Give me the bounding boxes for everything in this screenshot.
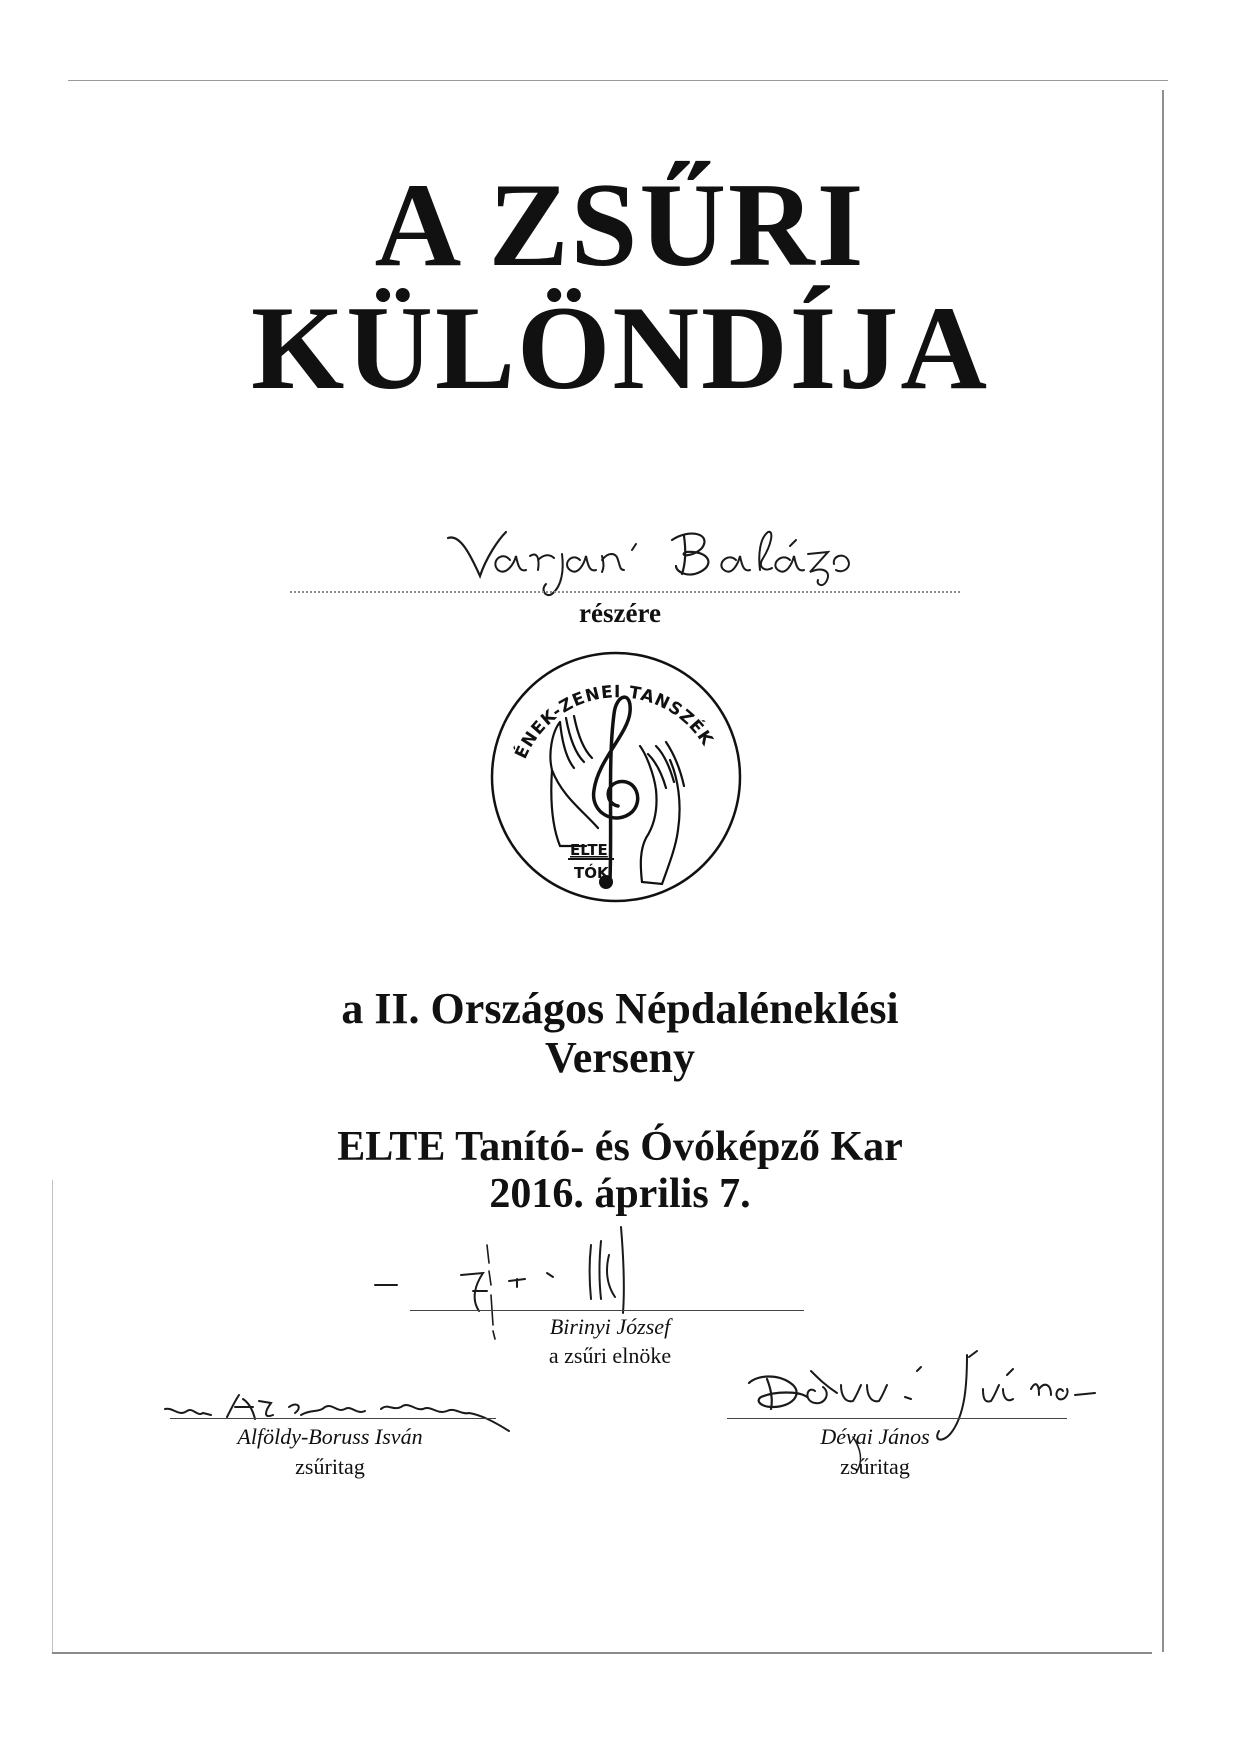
- emblem-label-top: ELTE: [570, 841, 608, 859]
- chair-role: a zsűri elnöke: [548, 1343, 672, 1368]
- competition-line2: Verseny: [545, 1033, 695, 1082]
- emblem-label-bottom: TÓK: [574, 864, 609, 882]
- department-emblem-seal: [490, 650, 742, 904]
- recipient-dotted-line: [290, 591, 960, 593]
- frame-top-line: [68, 80, 1168, 81]
- frame-bottom-line: [52, 1652, 1152, 1654]
- frame-left-line: [52, 1180, 53, 1652]
- right-juror-role: zsűritag: [840, 1454, 910, 1479]
- right-juror-name: Dévai János: [820, 1424, 930, 1449]
- certificate-title-line1: A ZSŰRI: [374, 158, 866, 291]
- organizer-date: 2016. április 7.: [489, 1171, 751, 1217]
- chair-name: Birinyi József: [549, 1314, 671, 1339]
- certificate-title-line2: KÜLÖNDÍJA: [250, 281, 990, 414]
- left-juror-role: zsűritag: [295, 1454, 365, 1479]
- recipient-handwritten-name: [440, 510, 860, 590]
- competition-line1: a II. Országos Népdaléneklési: [341, 984, 899, 1033]
- emblem-ring-text: ÉNEK-ZENEI TANSZÉK: [511, 682, 718, 763]
- chair-signature-line: [410, 1310, 804, 1311]
- right-juror-signature-line: [727, 1418, 1067, 1419]
- left-juror-signature-line: [170, 1418, 496, 1419]
- left-juror-name: Alföldy-Boruss Isván: [237, 1424, 423, 1449]
- recipient-caption: részére: [579, 598, 661, 628]
- organizer-line1: ELTE Tanító- és Óvóképző Kar: [337, 1124, 903, 1170]
